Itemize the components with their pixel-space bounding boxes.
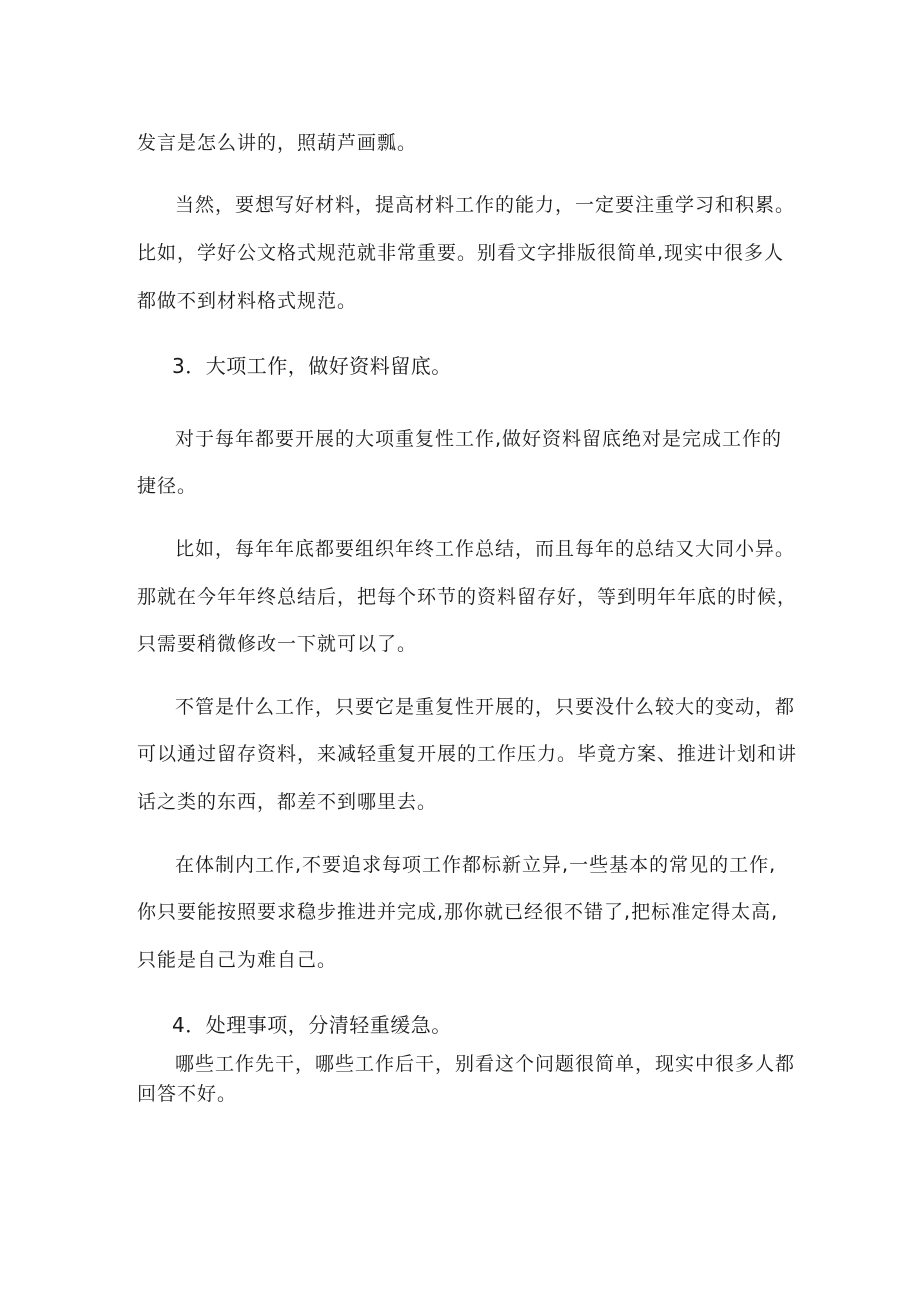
paragraph-line: 对于每年都要开展的大项重复性工作,做好资料留底绝对是完成工作的 — [175, 428, 783, 450]
paragraph-line: 你只要能按照要求稳步推进并完成,那你就已经很不错了,把标准定得太高, — [137, 901, 779, 923]
paragraph-line: 都做不到材料格式规范。 — [137, 290, 358, 312]
paragraph-line: 可以通过留存资料，来减轻重复开展的工作压力。毕竟方案、推进计划和讲 — [137, 743, 798, 765]
paragraph-line: 回答不好。 — [137, 1083, 238, 1105]
paragraph-line: 哪些工作先干，哪些工作后干，别看这个问题很简单，现实中很多人都 — [175, 1053, 796, 1075]
section-heading-3: 3．大项工作，做好资料留底。 — [172, 354, 452, 378]
paragraph-line: 那就在今年年终总结后，把每个环节的资料留存好，等到明年年底的时候， — [137, 586, 798, 608]
paragraph-line: 比如，学好公文格式规范就非常重要。别看文字排版很简单,现实中很多人 — [137, 242, 785, 264]
section-heading-4: 4．处理事项，分清轻重缓急。 — [172, 1013, 452, 1037]
paragraph-line: 话之类的东西，都差不到哪里去。 — [137, 791, 438, 813]
paragraph-line: 捷径。 — [137, 475, 198, 497]
paragraph-line: 比如，每年年底都要组织年终工作总结，而且每年的总结又大同小异。 — [175, 538, 796, 560]
paragraph-line: 不管是什么工作，只要它是重复性开展的，只要没什么较大的变动，都 — [175, 696, 796, 718]
paragraph-line: 在体制内工作,不要追求每项工作都标新立异,一些基本的常见的工作, — [175, 854, 777, 876]
paragraph-line: 只需要稍微修改一下就可以了。 — [137, 633, 418, 655]
paragraph-line: 发言是怎么讲的，照葫芦画瓢。 — [137, 132, 418, 154]
paragraph-line: 只能是自己为难自己。 — [137, 949, 338, 971]
paragraph-line: 当然，要想写好材料，提高材料工作的能力，一定要注重学习和积累。 — [175, 194, 796, 216]
